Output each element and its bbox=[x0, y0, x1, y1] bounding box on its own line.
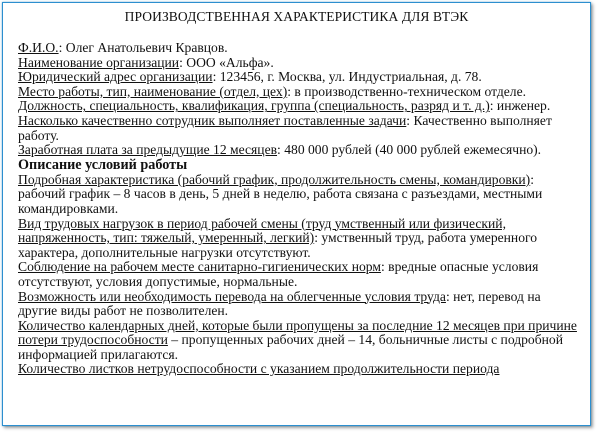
field-missed-days bbox=[18, 319, 580, 363]
field-label: Юридический адрес организации bbox=[18, 69, 213, 85]
field-label: Заработная плата за предыдущие 12 месяцев bbox=[18, 142, 278, 158]
field-label: Количество листков нетрудоспособности с указанием продолжительности периода bbox=[18, 361, 500, 377]
field-value: умственный труд, работа умеренного характера, дополнительные нагрузки отсутствуют. bbox=[18, 230, 538, 260]
field-label: Возможность или необходимость перевода на облегченные условия труда bbox=[18, 288, 446, 304]
field-separator: : bbox=[212, 69, 220, 85]
field-separator: : bbox=[287, 83, 295, 99]
field-value: Олег Анатольевич Кравцов. bbox=[65, 40, 228, 55]
field-label: Подробная характеристика (рабочий график, продолжительность смены, командировки) bbox=[18, 171, 531, 187]
field-fio bbox=[18, 41, 580, 56]
field-value: 480 000 рублей (40 000 рублей ежемесячно). bbox=[284, 142, 542, 158]
field-value: в производственно-техническом отделе. bbox=[294, 83, 526, 99]
field-separator: : bbox=[445, 288, 454, 304]
field-organization-name bbox=[18, 56, 580, 71]
field-separator: : bbox=[530, 171, 534, 187]
field-transfer-possibility bbox=[18, 290, 580, 319]
field-label: Вид трудовых нагрузок в период рабочей смены (труд умственный или физический, напряженность, тип: тяжелый, умеренный, легкий) bbox=[18, 215, 506, 246]
field-separator: : bbox=[314, 230, 322, 246]
field-workplace bbox=[18, 85, 580, 100]
document-frame bbox=[2, 2, 591, 426]
field-label: Количество календарных дней, которые были пропущены за последние 12 месяцев при причине потери трудоспособности bbox=[18, 317, 577, 348]
field-label: Насколько качественно сотрудник выполняет поставленные задачи bbox=[18, 112, 407, 128]
field-workload-type bbox=[18, 217, 580, 261]
field-label: Ф.И.О. bbox=[18, 40, 59, 55]
field-value: пропущенных рабочих дней – 14, больничные листы с подробной информацией прилагаются. bbox=[18, 332, 563, 362]
field-label: Должность, специальность, квалификация, группа (специальность, разряд и т. д.) bbox=[18, 98, 490, 114]
field-value: Качественно выполняет работу. bbox=[18, 112, 552, 143]
field-value: вредные опасные условия отсутствуют, условия допустимые, нормальные. bbox=[18, 259, 539, 289]
field-position bbox=[18, 99, 580, 114]
field-value: нет, перевод на другие виды работ не позволителен. bbox=[18, 288, 541, 319]
field-value: ООО «Альфа». bbox=[186, 54, 274, 70]
field-label: Место работы, тип, наименование (отдел, цех) bbox=[18, 83, 288, 99]
field-separator: – bbox=[167, 332, 182, 348]
document-title: ПРОИЗВОДСТВЕННАЯ ХАРАКТЕРИСТИКА ДЛЯ ВТЭК bbox=[124, 9, 469, 24]
field-separator: : bbox=[58, 40, 66, 55]
field-label: Наименование организации bbox=[18, 54, 180, 70]
field-value: рабочий график – 8 часов в день, 5 дней в неделю, работа связана с разъездами, местными командировками. bbox=[18, 186, 543, 216]
field-work-quality bbox=[18, 114, 580, 143]
field-legal-address bbox=[18, 70, 580, 85]
field-sanitary-norms bbox=[18, 260, 580, 289]
field-separator: : bbox=[406, 112, 414, 128]
field-separator: : bbox=[489, 98, 497, 114]
field-salary bbox=[18, 143, 580, 158]
field-separator: : bbox=[179, 54, 187, 70]
field-separator: : bbox=[277, 142, 285, 158]
field-work-schedule bbox=[18, 173, 580, 217]
field-separator: : bbox=[380, 259, 389, 275]
field-value: 123456, г. Москва, ул. Индустриальная, д. 78. bbox=[219, 69, 482, 85]
document-body bbox=[18, 41, 580, 377]
field-value: инженер. bbox=[496, 98, 551, 114]
field-sick-leaves bbox=[18, 362, 580, 377]
field-label: Соблюдение на рабочем месте санитарно-гигиенических норм bbox=[18, 259, 381, 275]
section-heading: Описание условий работы bbox=[18, 156, 188, 173]
